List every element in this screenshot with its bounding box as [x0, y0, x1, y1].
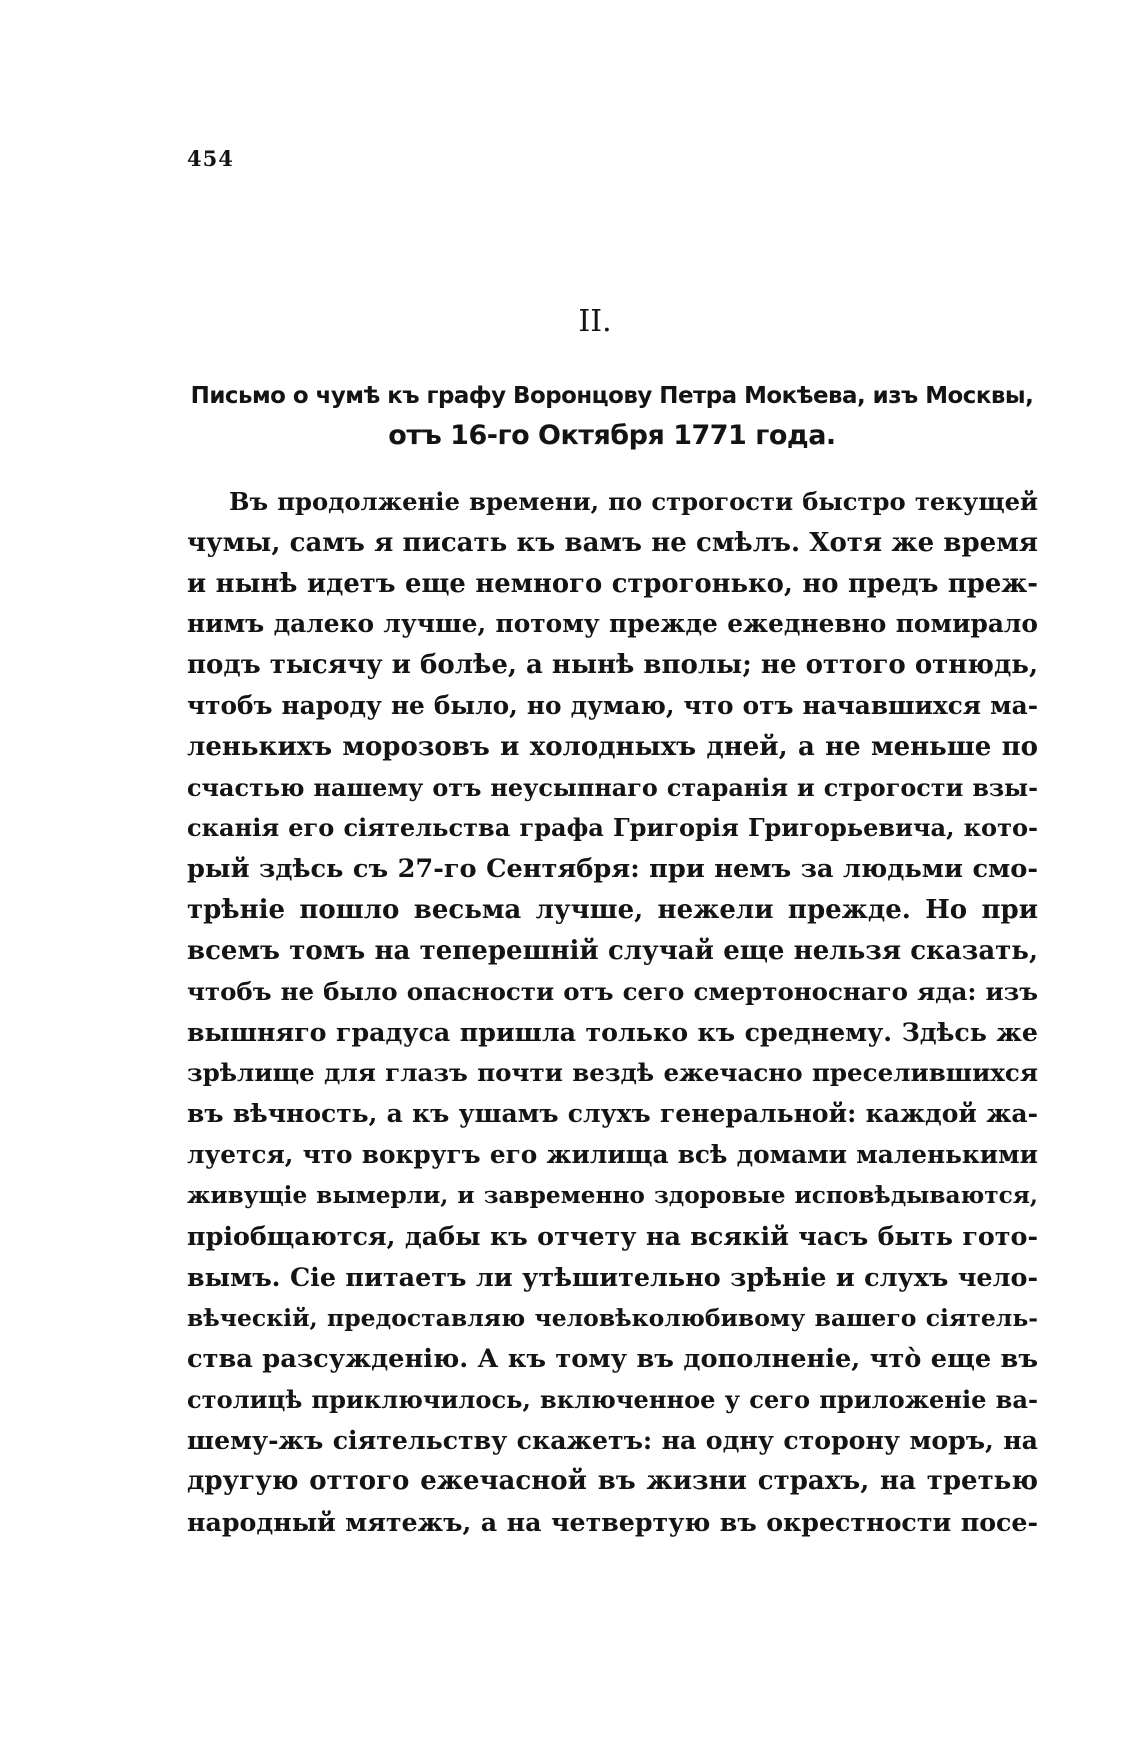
- section-number: II.: [578, 304, 612, 339]
- body-line: столицѣ приключилось, включенное у сего приложеніе ва-: [187, 1384, 1038, 1414]
- body-line: подъ тысячу и болѣе, а нынѣ вполы; не оттого отнюдь,: [187, 650, 1038, 681]
- body-line: зрѣлище для глазъ почти вездѣ ежечасно преселившихся: [187, 1058, 1038, 1088]
- body-line: вѣческій, предоставляю человѣколюбивому вашего сіятель-: [187, 1303, 1038, 1332]
- letter-body: [187, 482, 1038, 1543]
- body-line: сканія его сіятельства графа Григорія Григорьевича, кото-: [187, 813, 1038, 843]
- body-line: ства разсужденію. А къ тому въ дополненіе, что̀ еще въ: [187, 1343, 1038, 1374]
- body-line: Въ продолженіе времени, по строгости быстро текущей: [229, 487, 1038, 516]
- body-line: въ вѣчность, а къ ушамъ слухъ генеральной: каждой жа-: [187, 1098, 1038, 1128]
- body-line: вымъ. Сіе питаетъ ли утѣшительно зрѣніе и слухъ чело-: [187, 1262, 1038, 1293]
- body-line: рый здѣсь съ 27-го Сентября: при немъ за людьми смо-: [187, 854, 1038, 885]
- heading-line: отъ 16-го Октября 1771 года.: [388, 420, 836, 451]
- body-line: чтобъ народу не было, но думаю, что отъ начавшихся ма-: [187, 690, 1038, 720]
- letter-heading: [186, 376, 1038, 456]
- body-line: ленькихъ морозовъ и холодныхъ дней, а не меньше по: [187, 731, 1038, 762]
- body-line: трѣніе пошло весьма лучше, нежели прежде. Но при: [187, 894, 1038, 925]
- body-line: луется, что вокругъ его жилища всѣ домами маленькими: [187, 1139, 1038, 1169]
- heading-line: Письмо о чумѣ къ графу Воронцову Петра Мокѣева, изъ Москвы,: [190, 383, 1034, 409]
- body-line: нимъ далеко лучше, потому прежде ежедневно помирало: [187, 609, 1038, 639]
- body-line: вышняго градуса пришла только къ среднему. Здѣсь же: [187, 1017, 1038, 1048]
- body-line: другую оттого ежечасной въ жизни страхъ, на третью: [187, 1466, 1038, 1497]
- page-number: 454: [187, 146, 234, 171]
- body-line: чумы, самъ я писать къ вамъ не смѣлъ. Хотя же время: [187, 527, 1038, 558]
- body-line: счастью нашему отъ неусыпнаго старанія и строгости взы-: [187, 773, 1038, 802]
- body-line: чтобъ не было опасности отъ сего смертоноснаго яда: изъ: [187, 976, 1038, 1006]
- body-line: пріобщаются, дабы къ отчету на всякій часъ быть гото-: [187, 1221, 1038, 1252]
- body-line: народный мятежъ, а на четвертую въ окрестности посе-: [187, 1506, 1038, 1537]
- body-line: всемъ томъ на теперешній случай еще нельзя сказать,: [187, 935, 1038, 966]
- body-line: и нынѣ идетъ еще немного строгонько, но предъ преж-: [187, 568, 1038, 599]
- body-line: шему-жъ сіятельству скажетъ: на одну сторону моръ, на: [187, 1425, 1038, 1456]
- body-line: живущіе вымерли, и завременно здоровые исповѣдываются,: [187, 1181, 1038, 1209]
